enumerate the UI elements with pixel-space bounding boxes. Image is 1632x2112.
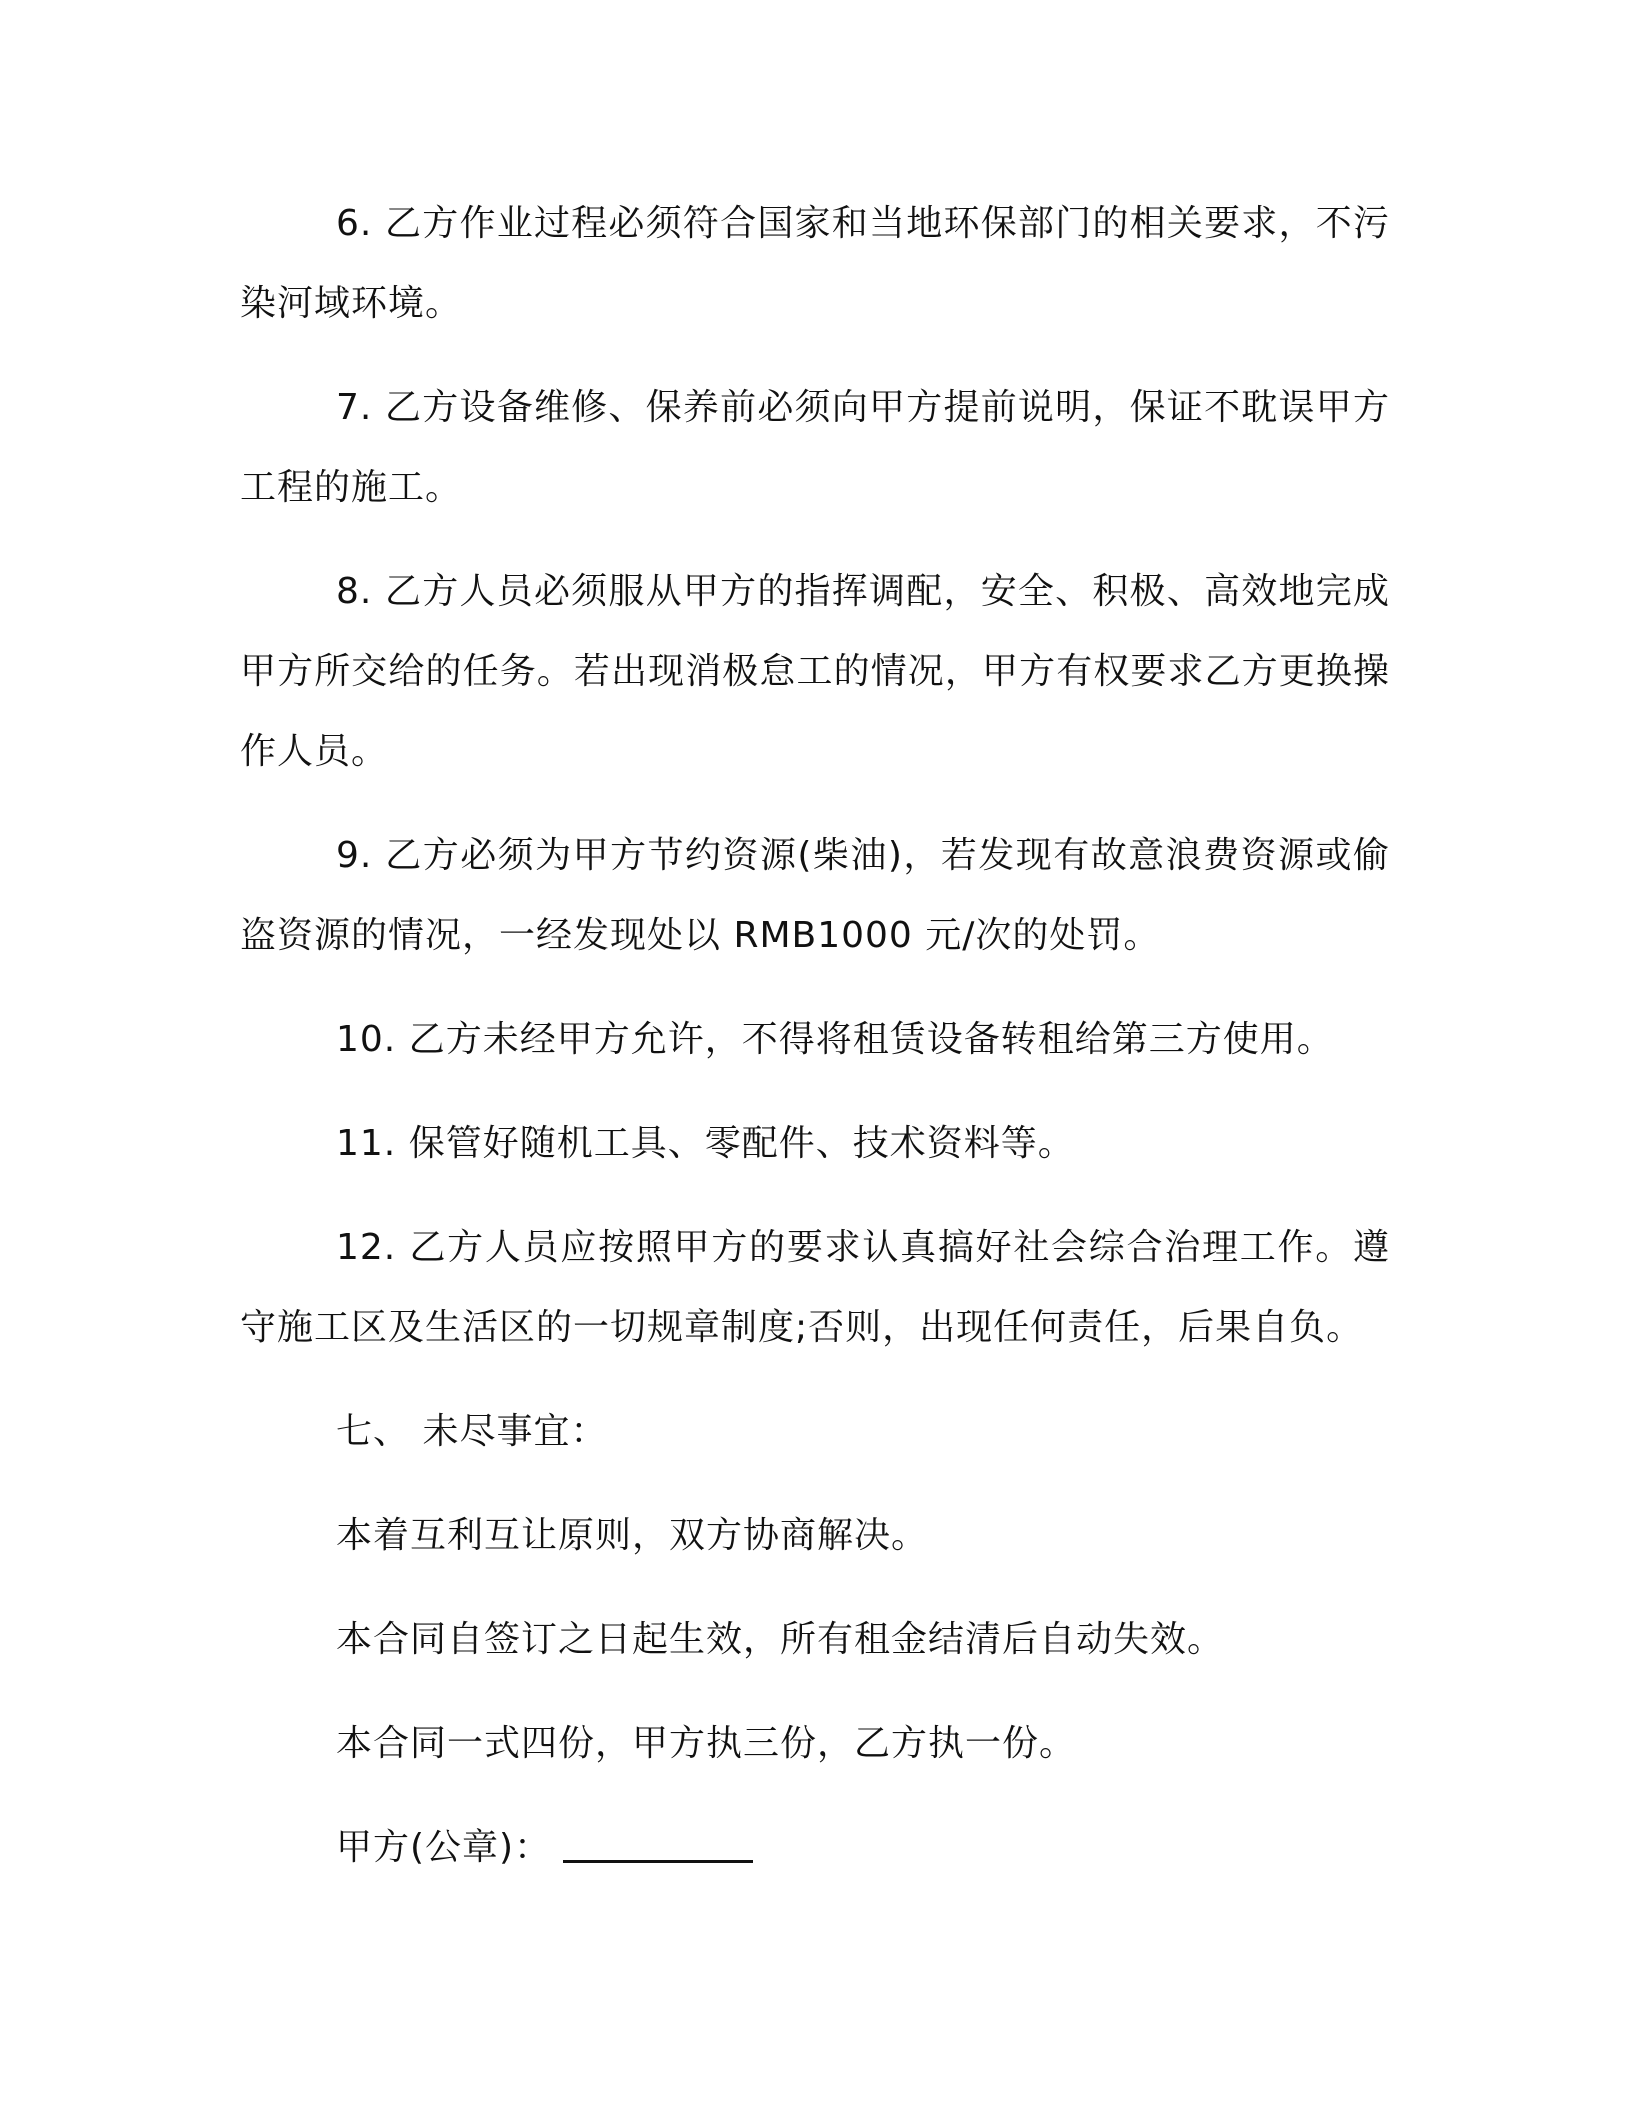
clause-10: 10. 乙方未经甲方允许，不得将租赁设备转租给第三方使用。 xyxy=(336,1019,1334,1060)
clause-11: 11. 保管好随机工具、零配件、技术资料等。 xyxy=(336,1123,1075,1164)
clause-6: 6. 乙方作业过程必须符合国家和当地环保部门的相关要求，不污染河域环境。 xyxy=(240,203,1390,324)
clause-8: 8. 乙方人员必须服从甲方的指挥调配，安全、积极、高效地完成甲方所交给的任务。若出现消极怠工的情况，甲方有权要求乙方更换操作人员。 xyxy=(240,571,1390,772)
closing-2: 本合同自签订之日起生效，所有租金结清后自动失效。 xyxy=(336,1619,1225,1660)
closing-1: 本着互利互让原则，双方协商解决。 xyxy=(336,1515,929,1556)
closing-3: 本合同一式四份，甲方执三份，乙方执一份。 xyxy=(336,1723,1077,1764)
document-body xyxy=(240,184,1390,1888)
clause-12: 12. 乙方人员应按照甲方的要求认真搞好社会综合治理工作。遵守施工区及生活区的一切规章制度;否则，出现任何责任，后果自负。 xyxy=(240,1227,1390,1348)
section-title: 七、 未尽事宜： xyxy=(336,1411,608,1452)
clause-7: 7. 乙方设备维修、保养前必须向甲方提前说明，保证不耽误甲方工程的施工。 xyxy=(240,387,1390,508)
signature-blank xyxy=(563,1830,753,1863)
signature-label: 甲方(公章)： xyxy=(336,1827,552,1868)
signature-row xyxy=(240,1808,1390,1888)
clause-9: 9. 乙方必须为甲方节约资源(柴油)，若发现有故意浪费资源或偷盗资源的情况，一经发现处以 RMB1000 元/次的处罚。 xyxy=(240,835,1390,956)
